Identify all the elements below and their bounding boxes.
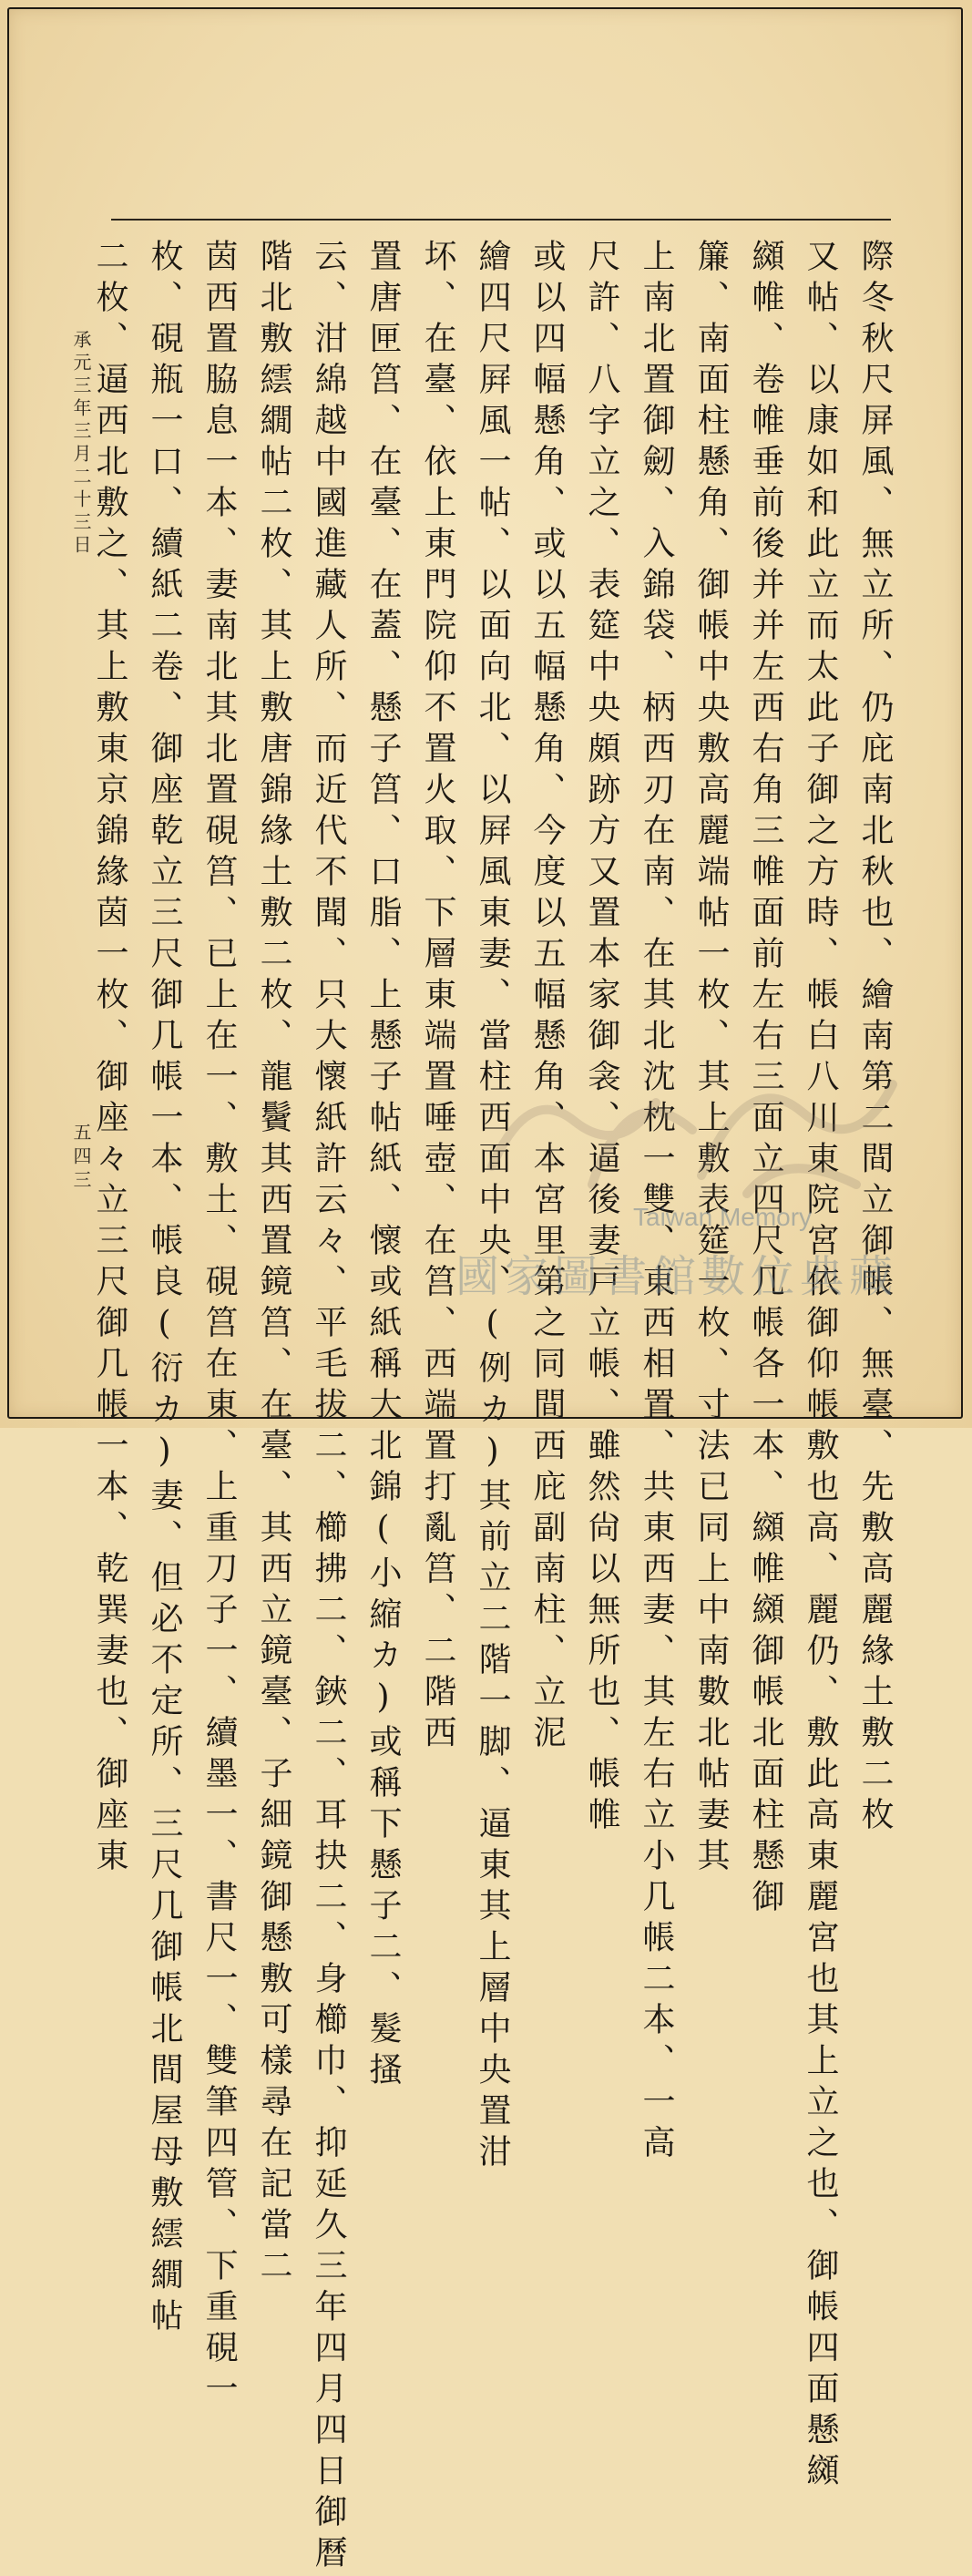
text-column: 云、泔綿越中國進藏人所、而近代不聞、只大懷紙許云々、平毛拔二、櫛拂二、鋏二、耳抉二、身櫛巾、抑延久三年四月四日御曆 [310, 239, 347, 2576]
text-column: 繪四尺屛風一帖、以面向北、以屛風東妻、當柱西面中央、(例カ)其前立二階一脚、逼東其上層中央置泔 [474, 239, 511, 2175]
text-column: 階北敷繧繝帖二枚、其上敷唐錦緣土敷二枚、龍鬢其西置鏡筥、在臺、其西立鏡臺、子細鏡御懸敷可樣尋在記當二 [255, 239, 292, 2289]
text-column: 簾、南面柱懸角、御帳中央敷高麗端帖一枚、其上敷表筵一枚、寸法已同上中南數北帖妻其 [692, 239, 730, 1879]
watermark-english: Taiwan Memory [633, 1203, 813, 1231]
text-column: 二枚、逼西北敷之、其上敷東京錦緣茵一枚、御座々立三尺御几帳一本、乾巽妻也、御座東 [91, 239, 128, 1879]
text-column: 又帖、以康如和此立而太此子御之方時、帳白八川東院宮依御仰帳敷也高、麗仍、敷此高東麗宮也其上立之也、御帳四面懸纐 [802, 239, 839, 2494]
page-number: 五四三 [70, 1123, 92, 1194]
footer-date: 承元三年三月二十三日 [70, 330, 92, 558]
text-column: 尺許、八字立之、表筵中央頗跡方又置本家御衾、逼後妻戸立帳、雖然尙以無所也、帳帷 [583, 239, 620, 1838]
text-column: 際冬秋尺屏風、無立所、仍庇南北秋也、繪南第二間立御帳、無臺、先敷高麗緣土敷二枚 [856, 239, 894, 1838]
vertical-text-body [91, 239, 902, 2576]
text-column: 坏、在臺、依上東門院仰不置火取、下層東端置唾壺、在筥、西端置打亂筥、二階西 [419, 239, 456, 1756]
text-column: 上南北置御劒、入錦袋、柄西刃在南、在其北沈枕一雙、東西相置、共東西妻、其左右立小几帳二本、一高 [638, 239, 675, 2166]
text-column: 茵西置脇息一本、妻南北其北置硯筥、已上在一、敷土、硯筥在東、上重刀子一、續墨一、書尺一、雙筆四管、下重硯一 [200, 239, 238, 2412]
text-column: 置唐匣筥、在臺、在蓋、懸子筥、口脂、上懸子帖紙、懷或紙稱大北錦(小縮カ)或稱下懸子二、髮搔 [364, 239, 402, 2093]
header-rule [111, 219, 891, 221]
watermark-chinese: 國家圖書館數位典藏 [455, 1251, 899, 1302]
text-column: 或以四幅懸角、或以五幅懸角、今度以五幅懸角、本宮里第之同間西庇副南柱、立泥 [528, 239, 566, 1756]
text-column: 枚、硯瓶一口、續紙二卷、御座乾立三尺御几帳一本、帳良(衍カ)妻、但必不定所、三尺几御帳北間屋母敷繧繝帖 [146, 239, 183, 2339]
text-column: 纐帷、卷帷垂前後并并左西右角三帷面前左右三面立四尺几帳各一本、纐帷纐御帳北面柱懸御 [747, 239, 784, 1920]
